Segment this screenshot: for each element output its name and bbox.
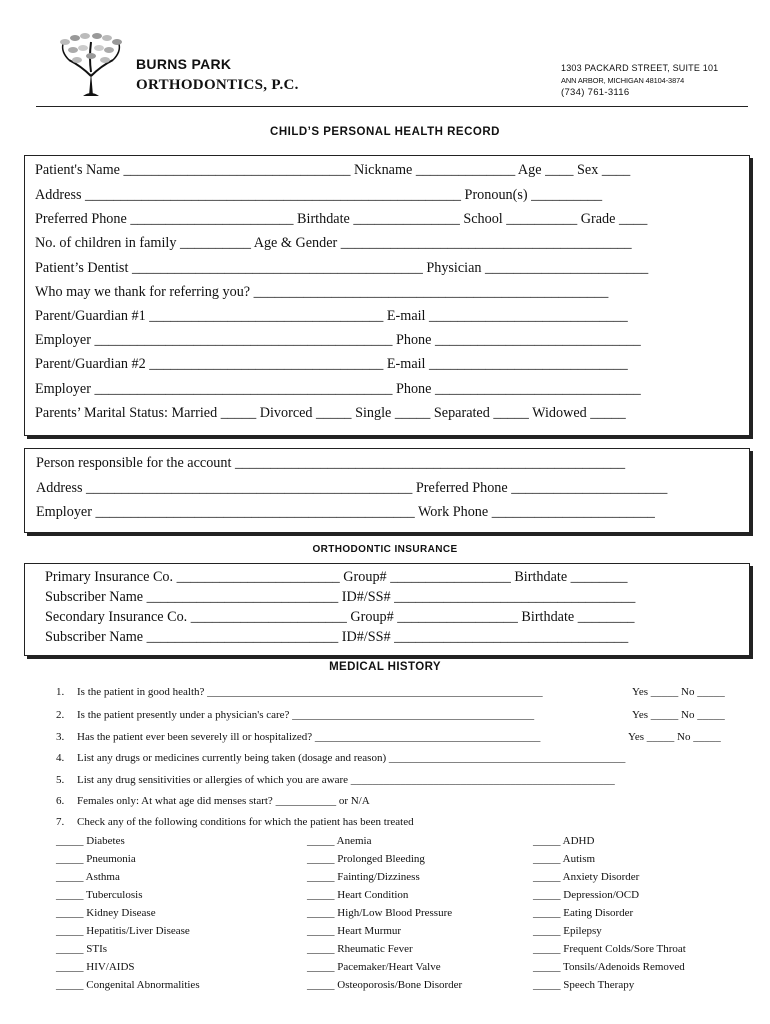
tree-icon bbox=[55, 32, 127, 98]
practice-name-line2: ORTHODONTICS, P.C. bbox=[136, 77, 299, 93]
guardian2-row[interactable]: Parent/Guardian #2 _________________________________ E-mail ____________________________ bbox=[35, 356, 628, 372]
phone-number: (734) 761-3116 bbox=[561, 87, 630, 98]
marital-status-row[interactable]: Parents’ Marital Status: Married _____ Divorced _____ Single _____ Separated _____ Widowed _____ bbox=[35, 405, 626, 421]
question-number: 3. bbox=[56, 731, 65, 743]
yes-no-hospitalized[interactable]: Yes _____ No _____ bbox=[628, 731, 721, 743]
yes-no-good-health[interactable]: Yes _____ No _____ bbox=[632, 686, 725, 698]
primary-insurance-row[interactable]: Primary Insurance Co. _______________________ Group# _________________ Birthdate ________ bbox=[45, 569, 628, 585]
patient-info-section bbox=[24, 155, 750, 436]
condition-hepatitis[interactable]: _____ Hepatitis/Liver Disease bbox=[56, 925, 190, 937]
question-menses[interactable]: Females only: At what age did menses start? ___________ or N/A bbox=[77, 795, 370, 807]
account-address-row[interactable]: Address ______________________________________________ Preferred Phone ______________________ bbox=[36, 480, 668, 496]
condition-pacemaker[interactable]: _____ Pacemaker/Heart Valve bbox=[307, 961, 441, 973]
condition-diabetes[interactable]: _____ Diabetes bbox=[56, 835, 125, 847]
condition-fainting[interactable]: _____ Fainting/Dizziness bbox=[307, 871, 420, 883]
condition-speech[interactable]: _____ Speech Therapy bbox=[533, 979, 635, 991]
header-divider bbox=[36, 106, 748, 107]
question-number: 5. bbox=[56, 774, 65, 786]
condition-osteoporosis[interactable]: _____ Osteoporosis/Bone Disorder bbox=[307, 979, 463, 991]
phone-birthdate-row[interactable]: Preferred Phone _______________________ Birthdate _______________ School __________ Grade ____ bbox=[35, 211, 648, 227]
street-address: 1303 PACKARD STREET, SUITE 101 bbox=[561, 63, 719, 73]
condition-depression[interactable]: _____ Depression/OCD bbox=[533, 889, 640, 901]
question-physician-care[interactable]: Is the patient presently under a physician's care? ____________________________________________ bbox=[77, 709, 535, 721]
children-row[interactable]: No. of children in family __________ Age & Gender _________________________________________ bbox=[35, 235, 632, 251]
condition-anemia[interactable]: _____ Anemia bbox=[307, 835, 372, 847]
condition-adhd[interactable]: _____ ADHD bbox=[533, 835, 595, 847]
question-number: 6. bbox=[56, 795, 65, 807]
condition-tuberculosis[interactable]: _____ Tuberculosis bbox=[56, 889, 143, 901]
condition-eating[interactable]: _____ Eating Disorder bbox=[533, 907, 634, 919]
condition-heart[interactable]: _____ Heart Condition bbox=[307, 889, 409, 901]
condition-colds[interactable]: _____ Frequent Colds/Sore Throat bbox=[533, 943, 686, 955]
condition-hiv[interactable]: _____ HIV/AIDS bbox=[56, 961, 135, 973]
secondary-insurance-row[interactable]: Secondary Insurance Co. ______________________ Group# _________________ Birthdate ________ bbox=[45, 609, 635, 625]
question-number: 1. bbox=[56, 686, 65, 698]
employer2-row[interactable]: Employer __________________________________________ Phone _____________________________ bbox=[35, 381, 641, 397]
condition-autism[interactable]: _____ Autism bbox=[533, 853, 596, 865]
yes-no-physician-care[interactable]: Yes _____ No _____ bbox=[632, 709, 725, 721]
insurance-title: ORTHODONTIC INSURANCE bbox=[312, 544, 458, 555]
question-hospitalized[interactable]: Has the patient ever been severely ill or hospitalized? _________________________________________ bbox=[77, 731, 541, 743]
question-allergies[interactable]: List any drug sensitivities or allergies of which you are aware ________________________________________________ bbox=[77, 774, 615, 786]
patient-name-row[interactable]: Patient's Name ________________________________ Nickname ______________ Age ____ Sex ____ bbox=[35, 162, 631, 178]
subscriber2-row[interactable]: Subscriber Name ___________________________ ID#/SS# _________________________________ bbox=[45, 629, 629, 645]
insurance-section bbox=[24, 563, 750, 656]
condition-blood-pressure[interactable]: _____ High/Low Blood Pressure bbox=[307, 907, 453, 919]
record-title: CHILD’S PERSONAL HEALTH RECORD bbox=[270, 126, 500, 138]
condition-tonsils[interactable]: _____ Tonsils/Adenoids Removed bbox=[533, 961, 685, 973]
employer1-row[interactable]: Employer __________________________________________ Phone _____________________________ bbox=[35, 332, 641, 348]
account-employer-row[interactable]: Employer _____________________________________________ Work Phone _______________________ bbox=[36, 504, 655, 520]
condition-pneumonia[interactable]: _____ Pneumonia bbox=[56, 853, 136, 865]
condition-epilepsy[interactable]: _____ Epilepsy bbox=[533, 925, 602, 937]
question-number: 4. bbox=[56, 752, 65, 764]
responsible-person-row[interactable]: Person responsible for the account _______________________________________________________ bbox=[36, 455, 626, 471]
condition-asthma[interactable]: _____ Asthma bbox=[56, 871, 120, 883]
condition-murmur[interactable]: _____ Heart Murmur bbox=[307, 925, 402, 937]
account-section bbox=[24, 448, 750, 533]
condition-kidney[interactable]: _____ Kidney Disease bbox=[56, 907, 156, 919]
question-medications[interactable]: List any drugs or medicines currently being taken (dosage and reason) ___________________________________________ bbox=[77, 752, 626, 764]
condition-congenital[interactable]: _____ Congenital Abnormalities bbox=[56, 979, 200, 991]
condition-anxiety[interactable]: _____ Anxiety Disorder bbox=[533, 871, 640, 883]
practice-name-line1: BURNS PARK bbox=[136, 56, 232, 72]
tree-logo bbox=[55, 32, 127, 98]
condition-bleeding[interactable]: _____ Prolonged Bleeding bbox=[307, 853, 425, 865]
question-number: 2. bbox=[56, 709, 65, 721]
subscriber1-row[interactable]: Subscriber Name ___________________________ ID#/SS# __________________________________ bbox=[45, 589, 636, 605]
question-conditions: Check any of the following conditions for which the patient has been treated bbox=[77, 816, 414, 828]
dentist-row[interactable]: Patient’s Dentist _________________________________________ Physician _______________________ bbox=[35, 260, 649, 276]
condition-stis[interactable]: _____ STIs bbox=[56, 943, 108, 955]
referral-row[interactable]: Who may we thank for referring you? __________________________________________________ bbox=[35, 284, 609, 300]
address-row[interactable]: Address _____________________________________________________ Pronoun(s) __________ bbox=[35, 187, 603, 203]
question-good-health[interactable]: Is the patient in good health? _____________________________________________________________ bbox=[77, 686, 543, 698]
medical-history-title: MEDICAL HISTORY bbox=[329, 661, 441, 673]
guardian1-row[interactable]: Parent/Guardian #1 _________________________________ E-mail ____________________________ bbox=[35, 308, 628, 324]
city-address: ANN ARBOR, MICHIGAN 48104-3874 bbox=[561, 76, 685, 85]
question-number: 7. bbox=[56, 816, 65, 828]
condition-rheumatic[interactable]: _____ Rheumatic Fever bbox=[307, 943, 413, 955]
